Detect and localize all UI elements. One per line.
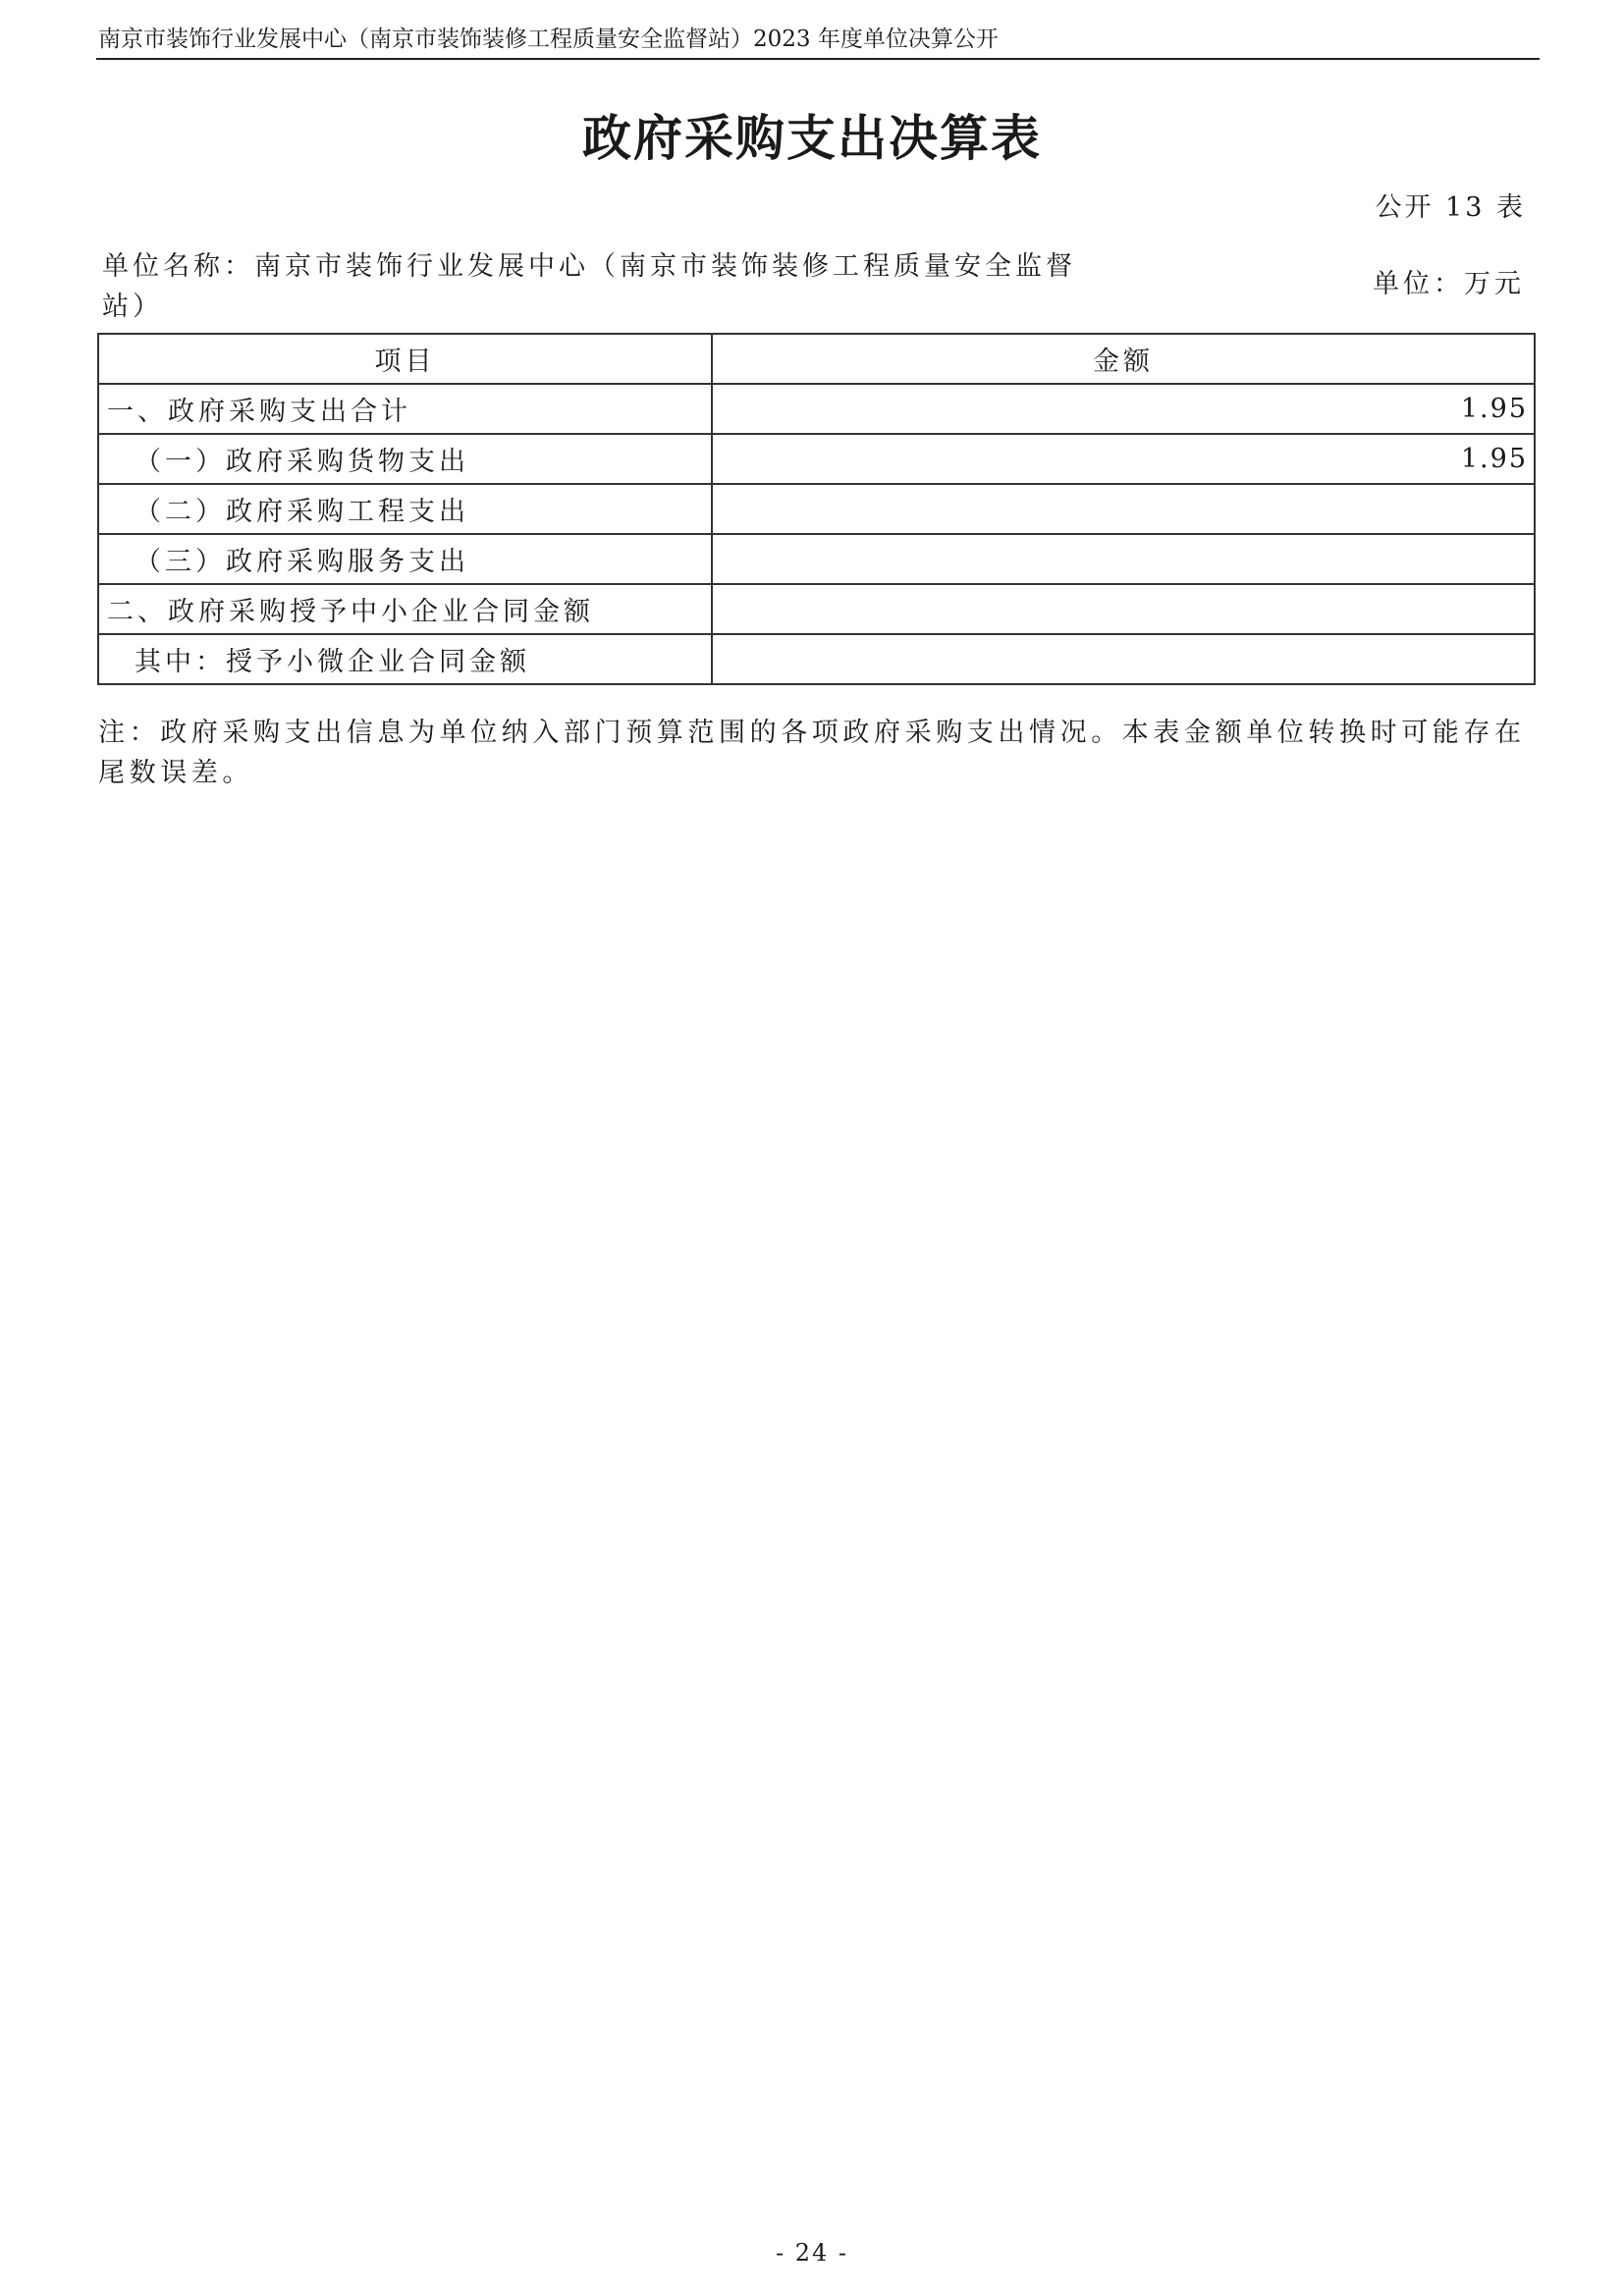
row-item-label: 二、政府采购授予中小企业合同金额 [98,584,712,634]
row-amount [712,534,1535,584]
table-footnote: 注：政府采购支出信息为单位纳入部门预算范围的各项政府采购支出情况。本表金额单位转换时可能存在尾数误差。 [98,718,1526,788]
table-row [98,384,1535,434]
running-header: 南京市装饰行业发展中心（南京市装饰装修工程质量安全监督站）2023 年度单位决算公开 [98,27,999,52]
row-amount: 1.95 [712,434,1535,484]
row-amount [712,634,1535,684]
table-row [98,634,1535,684]
row-item-label: 一、政府采购支出合计 [98,384,712,434]
row-amount [712,484,1535,534]
page-number: - 24 - [775,2239,848,2267]
unit-measure: 单位：万元 [1373,269,1525,299]
table-row [98,584,1535,634]
column-header-item: 项目 [98,334,712,384]
table-header-row [98,334,1535,384]
row-item-label: （一）政府采购货物支出 [98,434,712,484]
table-row [98,484,1535,534]
row-amount: 1.95 [712,384,1535,434]
row-item-label: （二）政府采购工程支出 [98,484,712,534]
table-row [98,434,1535,484]
table-row [98,534,1535,584]
row-amount [712,584,1535,634]
procurement-expenditure-table [97,333,1536,685]
row-item-label: （三）政府采购服务支出 [98,534,712,584]
column-header-amount: 金额 [712,334,1535,384]
unit-name: 单位名称：南京市装饰行业发展中心（南京市装饰装修工程质量安全监督站） [102,251,1076,322]
document-title: 政府采购支出决算表 [582,109,1042,167]
row-item-label: 其中：授予小微企业合同金额 [98,634,712,684]
header-rule [96,58,1540,60]
table-number: 公开 13 表 [1375,192,1526,223]
